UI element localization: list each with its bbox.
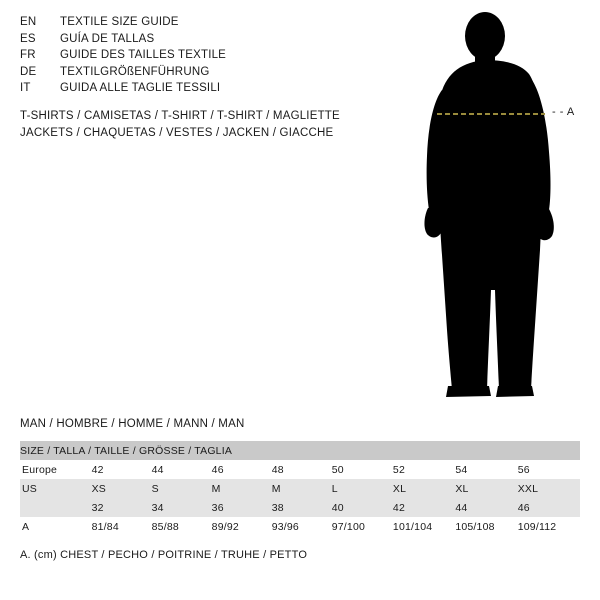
table-cell: 44 bbox=[455, 498, 517, 517]
table-cell: 44 bbox=[152, 460, 212, 479]
table-cell: M bbox=[212, 479, 272, 498]
table-cell: XS bbox=[92, 479, 152, 498]
table-cell: 32 bbox=[92, 498, 152, 517]
table-cell: 34 bbox=[152, 498, 212, 517]
language-row bbox=[20, 82, 380, 99]
table-cell: 36 bbox=[212, 498, 272, 517]
language-text: TEXTILE SIZE GUIDE bbox=[60, 16, 179, 28]
table-cell: 50 bbox=[332, 460, 393, 479]
table-row bbox=[20, 498, 580, 517]
category-list bbox=[20, 110, 340, 144]
table-cell: XL bbox=[393, 479, 455, 498]
table-cell: 97/100 bbox=[332, 517, 393, 536]
language-row bbox=[20, 16, 380, 33]
row-label: US bbox=[20, 479, 92, 498]
table-cell: 38 bbox=[272, 498, 332, 517]
table-cell: S bbox=[152, 479, 212, 498]
language-text: TEXTILGRÖßENFÜHRUNG bbox=[60, 65, 210, 78]
table-cell: 109/112 bbox=[518, 517, 580, 536]
dash-marker: - - bbox=[552, 106, 564, 118]
table-row bbox=[20, 479, 580, 498]
language-code: DE bbox=[20, 65, 37, 78]
language-text: GUÍA DE TALLAS bbox=[60, 32, 155, 45]
male-silhouette-illustration bbox=[395, 10, 600, 400]
measure-letter: A bbox=[566, 106, 575, 118]
table-cell: XXL bbox=[518, 479, 580, 498]
language-code: EN bbox=[20, 16, 37, 28]
table-row bbox=[20, 517, 580, 536]
language-text: GUIDA ALLE TAGLIE TESSILI bbox=[60, 82, 221, 94]
language-row bbox=[20, 66, 380, 83]
language-code: FR bbox=[20, 49, 36, 61]
table-cell: 52 bbox=[393, 460, 455, 479]
row-label: A bbox=[20, 517, 92, 536]
size-table bbox=[20, 441, 580, 536]
table-cell: 93/96 bbox=[272, 517, 332, 536]
table-cell: 48 bbox=[272, 460, 332, 479]
table-cell: 46 bbox=[212, 460, 272, 479]
table-cell: M bbox=[272, 479, 332, 498]
table-cell: 42 bbox=[92, 460, 152, 479]
table-row bbox=[20, 460, 580, 479]
row-label bbox=[20, 498, 92, 517]
language-list bbox=[20, 16, 380, 99]
table-title: MAN / HOMBRE / HOMME / MANN / MAN bbox=[20, 418, 245, 430]
table-cell: 101/104 bbox=[393, 517, 455, 536]
language-text: GUIDE DES TAILLES TEXTILE bbox=[60, 49, 227, 61]
category-tshirts: T-SHIRTS / CAMISETAS / T-SHIRT / T-SHIRT / MAGLIETTE bbox=[20, 110, 340, 122]
table-cell: XL bbox=[455, 479, 517, 498]
table-cell: 54 bbox=[455, 460, 517, 479]
table-header-row bbox=[20, 441, 580, 460]
table-cell: 105/108 bbox=[455, 517, 517, 536]
table-cell: 46 bbox=[518, 498, 580, 517]
category-jackets: JACKETS / CHAQUETAS / VESTES / JACKEN / GIACCHE bbox=[20, 127, 334, 139]
table-header-label: SIZE / TALLA / TAILLE / GRÖSSE / TAGLIA bbox=[20, 441, 580, 460]
measure-label-a bbox=[552, 106, 575, 118]
table-cell: 89/92 bbox=[212, 517, 272, 536]
table-cell: 56 bbox=[518, 460, 580, 479]
language-row bbox=[20, 49, 380, 66]
language-code: ES bbox=[20, 32, 36, 45]
language-row bbox=[20, 33, 380, 50]
table-cell: 42 bbox=[393, 498, 455, 517]
table-cell: 81/84 bbox=[92, 517, 152, 536]
table-cell: L bbox=[332, 479, 393, 498]
language-code: IT bbox=[20, 82, 31, 94]
table-cell: 85/88 bbox=[152, 517, 212, 536]
table-cell: 40 bbox=[332, 498, 393, 517]
row-label: Europe bbox=[20, 460, 92, 479]
footnote: A. (cm) CHEST / PECHO / POITRINE / TRUHE / PETTO bbox=[20, 549, 308, 561]
